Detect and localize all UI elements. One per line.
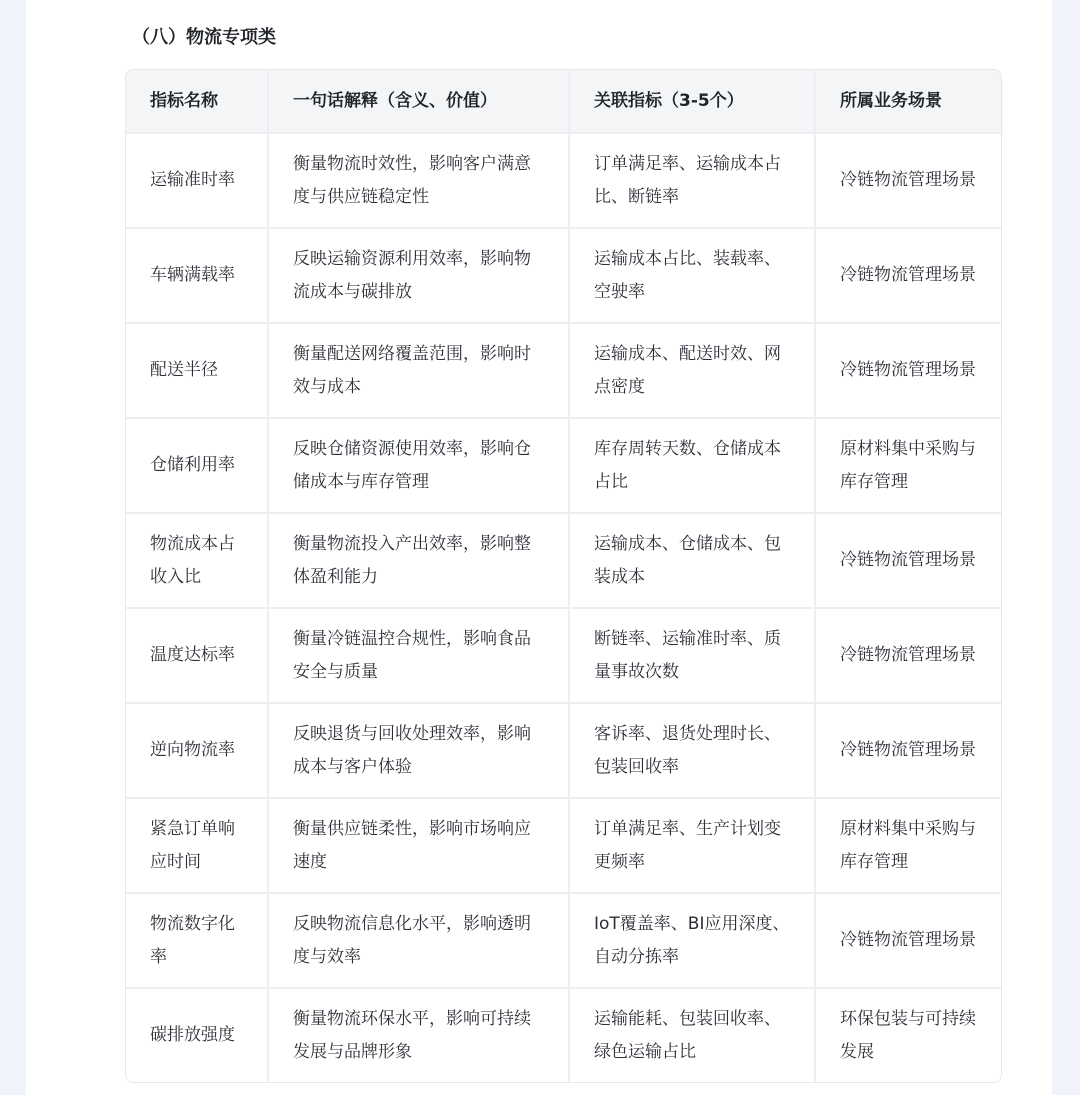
table-row — [126, 323, 1001, 418]
cell-metric-name: 运输准时率 — [126, 133, 268, 228]
cell-business-scenario: 冷链物流管理场景 — [815, 228, 1001, 323]
cell-business-scenario: 冷链物流管理场景 — [815, 133, 1001, 228]
cell-explanation: 反映仓储资源使用效率，影响仓储成本与库存管理 — [268, 418, 569, 513]
table-row — [126, 798, 1001, 893]
cell-explanation: 衡量物流投入产出效率，影响整体盈利能力 — [268, 513, 569, 608]
cell-metric-name: 碳排放强度 — [126, 988, 268, 1082]
cell-explanation: 反映物流信息化水平，影响透明度与效率 — [268, 893, 569, 988]
header-explanation: 一句话解释（含义、价值） — [268, 70, 569, 133]
cell-related-metrics: 订单满足率、运输成本占比、断链率 — [569, 133, 815, 228]
header-metric-name: 指标名称 — [126, 70, 268, 133]
cell-business-scenario: 原材料集中采购与库存管理 — [815, 418, 1001, 513]
document-page — [26, 0, 1052, 1095]
table-row — [126, 988, 1001, 1082]
cell-metric-name: 紧急订单响应时间 — [126, 798, 268, 893]
cell-related-metrics: IoT覆盖率、BI应用深度、自动分拣率 — [569, 893, 815, 988]
cell-business-scenario: 环保包装与可持续发展 — [840, 1008, 976, 1062]
table-row — [126, 893, 1001, 988]
header-business-scenario: 所属业务场景 — [815, 70, 1001, 133]
table-row — [126, 703, 1001, 798]
cell-related-metrics: 断链率、运输准时率、质量事故次数 — [569, 608, 815, 703]
cell-explanation: 衡量物流时效性，影响客户满意度与供应链稳定性 — [268, 133, 569, 228]
cell-related-metrics: 客诉率、退货处理时长、包装回收率 — [569, 703, 815, 798]
table-row — [126, 418, 1001, 513]
cell-related-metrics: 订单满足率、生产计划变更频率 — [569, 798, 815, 893]
cell-metric-name: 逆向物流率 — [126, 703, 268, 798]
cell-business-scenario: 冷链物流管理场景 — [815, 608, 1001, 703]
cell-explanation: 衡量配送网络覆盖范围，影响时效与成本 — [268, 323, 569, 418]
metrics-table — [126, 70, 1001, 1082]
header-related-metrics: 关联指标（3-5个） — [569, 70, 815, 133]
table-header-row — [126, 70, 1001, 133]
cell-related-metrics: 运输成本、配送时效、网点密度 — [569, 323, 815, 418]
table-row — [126, 608, 1001, 703]
cell-metric-name: 物流成本占收入比 — [126, 513, 268, 608]
cell-metric-name: 仓储利用率 — [126, 418, 268, 513]
cell-explanation: 衡量物流环保水平，影响可持续发展与品牌形象 — [268, 988, 569, 1082]
cell-metric-name: 物流数字化率 — [126, 893, 268, 988]
metrics-table-container — [125, 69, 1002, 1083]
cell-related-metrics: 运输能耗、包装回收率、绿色运输占比 — [569, 988, 815, 1082]
cell-explanation: 衡量冷链温控合规性，影响食品安全与质量 — [268, 608, 569, 703]
section-title: （八）物流专项类 — [132, 27, 276, 48]
cell-explanation: 衡量供应链柔性，影响市场响应速度 — [268, 798, 569, 893]
cell-metric-name: 配送半径 — [126, 323, 268, 418]
cell-related-metrics: 运输成本、仓储成本、包装成本 — [569, 513, 815, 608]
cell-business-scenario: 冷链物流管理场景 — [815, 513, 1001, 608]
cell-business-scenario: 冷链物流管理场景 — [815, 893, 1001, 988]
cell-metric-name: 温度达标率 — [126, 608, 268, 703]
table-row — [126, 513, 1001, 608]
cell-related-metrics: 运输成本占比、装载率、空驶率 — [569, 228, 815, 323]
cell-business-scenario: 冷链物流管理场景 — [815, 703, 1001, 798]
cell-related-metrics: 库存周转天数、仓储成本占比 — [569, 418, 815, 513]
cell-business-scenario: 原材料集中采购与库存管理 — [815, 798, 1001, 893]
cell-business-scenario: 冷链物流管理场景 — [815, 323, 1001, 418]
table-row — [126, 133, 1001, 228]
cell-metric-name: 车辆满载率 — [126, 228, 268, 323]
table-row — [126, 228, 1001, 323]
cell-explanation: 反映运输资源利用效率，影响物流成本与碳排放 — [268, 228, 569, 323]
cell-explanation: 反映退货与回收处理效率，影响成本与客户体验 — [268, 703, 569, 798]
